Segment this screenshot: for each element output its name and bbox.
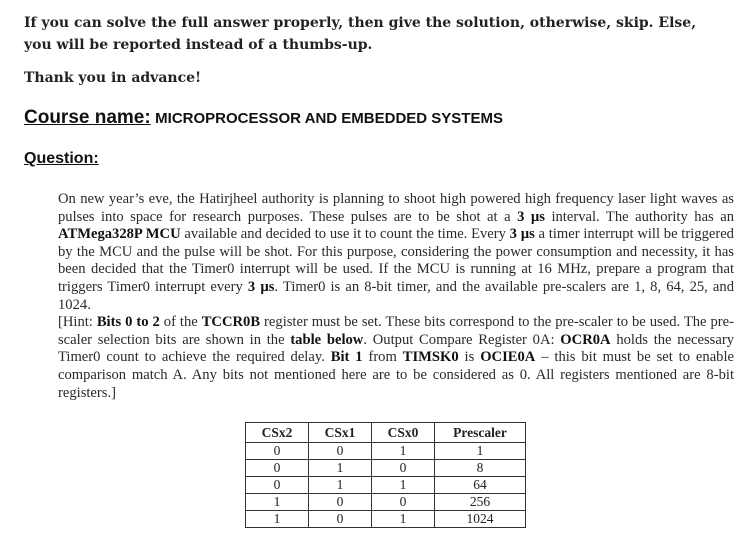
- table-cell: 1: [435, 443, 526, 460]
- table-cell: 64: [435, 477, 526, 494]
- course-name: MICROPROCESSOR AND EMBEDDED SYSTEMS: [155, 110, 503, 127]
- table-cell: 0: [372, 494, 435, 511]
- q-text: On new year’s eve, the Hatirjheel authority is planning to shoot high powered high frequency laser light waves as pulses into space for research purposes. These pulses are to be shot at a: [58, 191, 734, 225]
- q-text: available and decided to use it to count the time. Every: [180, 226, 510, 243]
- h-bold: TCCR0B: [201, 314, 261, 331]
- table-cell: 1: [246, 494, 309, 511]
- h-bold: OCIE0A: [480, 349, 536, 366]
- q-text: interval. The authority has an: [544, 208, 734, 225]
- table-cell: 1: [372, 477, 435, 494]
- prescaler-table: [245, 422, 526, 528]
- table-header-cell: CSx0: [372, 423, 435, 443]
- table-cell: 0: [246, 443, 309, 460]
- table-row: [246, 460, 526, 477]
- table-cell: 1: [372, 443, 435, 460]
- h-bold: TIMSK0: [402, 349, 459, 366]
- table-cell: 1: [246, 511, 309, 528]
- table-cell: 1024: [435, 511, 526, 528]
- question-paragraph: [58, 191, 734, 314]
- h-text: holds the necessary Timer0 count to achieve the required delay.: [58, 331, 734, 366]
- table-cell: 0: [246, 460, 309, 477]
- table-cell: 0: [246, 477, 309, 494]
- table-cell: 1: [309, 460, 372, 477]
- disclaimer-line-2: you will be reported instead of a thumbs-up.: [24, 37, 373, 53]
- table-header-row: [246, 423, 526, 443]
- table-row: [246, 477, 526, 494]
- hint-paragraph: [58, 314, 734, 402]
- table-cell: 0: [372, 460, 435, 477]
- course-heading: [24, 107, 503, 129]
- q-bold: ATMega328P MCU: [58, 226, 181, 243]
- table-cell: 8: [435, 460, 526, 477]
- h-bold: OCR0A: [560, 331, 611, 348]
- thanks-text: Thank you in advance!: [24, 70, 202, 86]
- table-cell: 0: [309, 443, 372, 460]
- q-text: a timer interrupt will be triggered by the MCU and the pulse will be shot. For this purpose, considering the power consumption and necessity, it has been decided that the Timer0 interrupt will be used. If the MCU is running at 16 MHz, prepare a program that triggers Timer0 interrupt every: [58, 226, 734, 295]
- question-label: Question:: [24, 150, 99, 167]
- table-cell: 256: [435, 494, 526, 511]
- h-text: . Output Compare Register 0A:: [363, 331, 561, 348]
- h-text: [Hint:: [58, 314, 97, 331]
- table-row: [246, 511, 526, 528]
- question-body: [58, 191, 734, 402]
- table-header-cell: CSx2: [246, 423, 309, 443]
- table-cell: 1: [372, 511, 435, 528]
- h-text: is: [458, 349, 481, 366]
- q-bold: 3 µs: [517, 208, 545, 225]
- table-cell: 0: [309, 494, 372, 511]
- h-bold: Bit 1: [330, 349, 363, 366]
- h-bold: table below: [290, 331, 364, 348]
- h-text: from: [362, 349, 403, 366]
- q-text: . Timer0 is an 8-bit timer, and the available pre-scalers are 1, 8, 64, 25, and 1024.: [58, 278, 735, 313]
- course-label: Course name:: [24, 107, 151, 128]
- h-text: register must be set. These bits correspond to the pre-scaler to be used. The pre-scaler selection bits are shown in the: [58, 314, 734, 348]
- disclaimer-line-1: If you can solve the full answer properly, then give the solution, otherwise, skip. Else,: [24, 15, 697, 31]
- h-bold: Bits 0 to 2: [96, 314, 160, 331]
- table-cell: 1: [309, 477, 372, 494]
- h-text: of the: [159, 314, 202, 331]
- q-bold: 3 µs: [509, 226, 535, 243]
- table-row: [246, 443, 526, 460]
- table-row: [246, 494, 526, 511]
- disclaimer-text: [24, 12, 739, 56]
- table-cell: 0: [309, 511, 372, 528]
- table-header-cell: CSx1: [309, 423, 372, 443]
- h-text: – this bit must be set to enable comparison match A. Any bits not mentioned here are to be considered as 0. All registers mentioned are 8-bit registers.]: [58, 349, 735, 401]
- q-bold: 3 µs: [247, 278, 275, 295]
- table-header-cell: Prescaler: [435, 423, 526, 443]
